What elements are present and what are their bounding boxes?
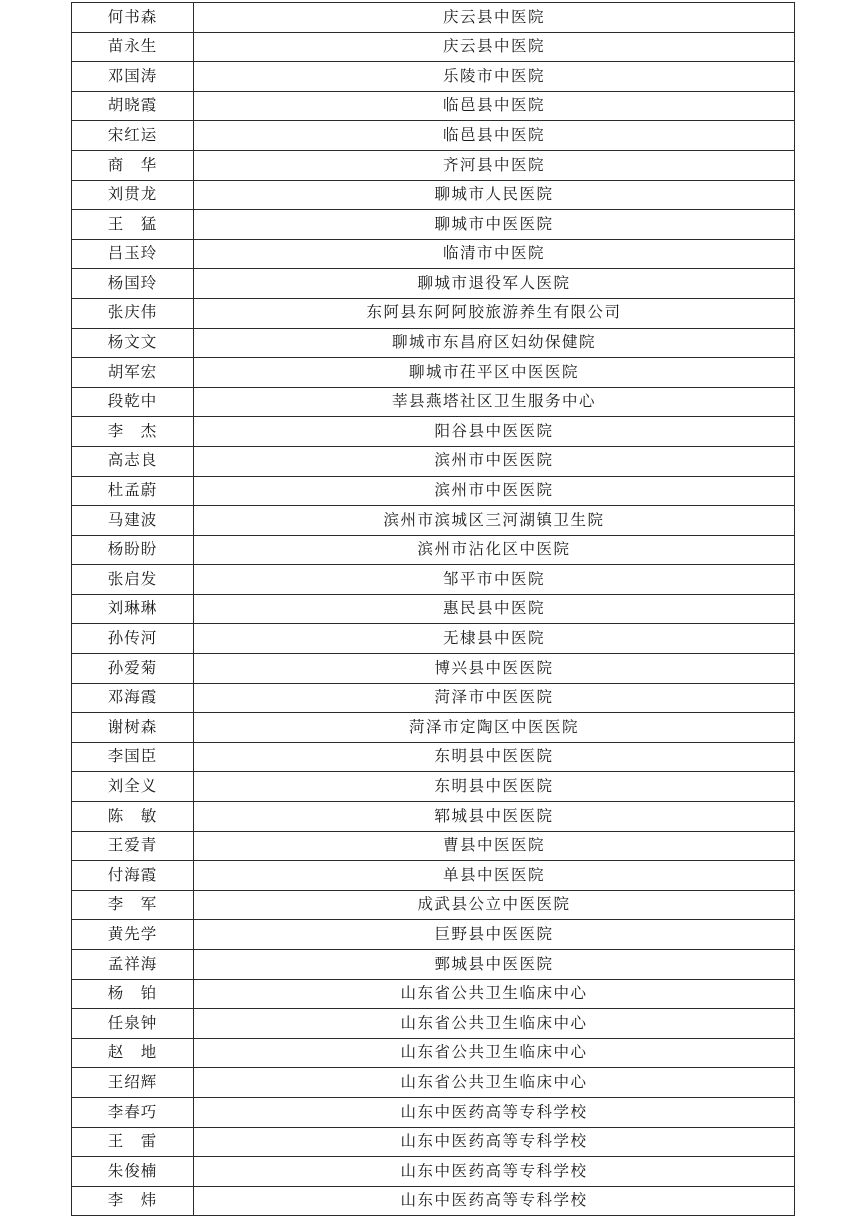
unit-cell: 东阿县东阿阿胶旅游养生有限公司 — [194, 298, 795, 328]
unit-cell: 临邑县中医院 — [194, 91, 795, 121]
name-cell: 王绍辉 — [72, 1068, 194, 1098]
name-cell: 杨盼盼 — [72, 535, 194, 565]
name-cell: 邓海霞 — [72, 683, 194, 713]
name-cell: 杨 铂 — [72, 979, 194, 1009]
name-cell: 高志良 — [72, 446, 194, 476]
name-cell: 李 杰 — [72, 417, 194, 447]
name-cell: 杨文文 — [72, 328, 194, 358]
table-row — [72, 328, 795, 358]
table-row — [72, 3, 795, 33]
table-row — [72, 417, 795, 447]
unit-cell: 东明县中医医院 — [194, 742, 795, 772]
table-row — [72, 121, 795, 151]
table-row — [72, 594, 795, 624]
table-row — [72, 239, 795, 269]
name-cell: 朱俊楠 — [72, 1157, 194, 1187]
table-row — [72, 742, 795, 772]
unit-cell: 巨野县中医医院 — [194, 920, 795, 950]
unit-cell: 山东省公共卫生临床中心 — [194, 1038, 795, 1068]
name-cell: 王 猛 — [72, 210, 194, 240]
personnel-table-body — [72, 3, 795, 1216]
name-cell: 王 雷 — [72, 1127, 194, 1157]
name-cell: 杜孟蔚 — [72, 476, 194, 506]
table-row — [72, 358, 795, 388]
table-row — [72, 654, 795, 684]
unit-cell: 单县中医医院 — [194, 861, 795, 891]
table-row — [72, 802, 795, 832]
name-cell: 李 炜 — [72, 1186, 194, 1216]
unit-cell: 山东省公共卫生临床中心 — [194, 1009, 795, 1039]
name-cell: 段乾中 — [72, 387, 194, 417]
unit-cell: 滨州市沾化区中医院 — [194, 535, 795, 565]
unit-cell: 邹平市中医院 — [194, 565, 795, 595]
name-cell: 任泉钟 — [72, 1009, 194, 1039]
table-row — [72, 269, 795, 299]
unit-cell: 齐河县中医院 — [194, 150, 795, 180]
unit-cell: 惠民县中医院 — [194, 594, 795, 624]
name-cell: 孙传河 — [72, 624, 194, 654]
unit-cell: 菏泽市定陶区中医医院 — [194, 713, 795, 743]
table-row — [72, 1157, 795, 1187]
unit-cell: 山东中医药高等专科学校 — [194, 1097, 795, 1127]
unit-cell: 东明县中医医院 — [194, 772, 795, 802]
unit-cell: 菏泽市中医医院 — [194, 683, 795, 713]
unit-cell: 滨州市滨城区三河湖镇卫生院 — [194, 506, 795, 536]
table-row — [72, 1097, 795, 1127]
unit-cell: 聊城市退役军人医院 — [194, 269, 795, 299]
table-row — [72, 32, 795, 62]
table-row — [72, 1038, 795, 1068]
name-cell: 孙爱菊 — [72, 654, 194, 684]
name-cell: 马建波 — [72, 506, 194, 536]
table-row — [72, 950, 795, 980]
name-cell: 胡军宏 — [72, 358, 194, 388]
name-cell: 邓国涛 — [72, 62, 194, 92]
name-cell: 孟祥海 — [72, 950, 194, 980]
unit-cell: 曹县中医医院 — [194, 831, 795, 861]
unit-cell: 阳谷县中医医院 — [194, 417, 795, 447]
name-cell: 杨国玲 — [72, 269, 194, 299]
name-cell: 李国臣 — [72, 742, 194, 772]
unit-cell: 临邑县中医院 — [194, 121, 795, 151]
table-row — [72, 387, 795, 417]
table-row — [72, 150, 795, 180]
table-row — [72, 565, 795, 595]
table-row — [72, 62, 795, 92]
table-row — [72, 180, 795, 210]
name-cell: 陈 敏 — [72, 802, 194, 832]
name-cell: 付海霞 — [72, 861, 194, 891]
table-row — [72, 890, 795, 920]
table-row — [72, 683, 795, 713]
table-row — [72, 1068, 795, 1098]
name-cell: 李 军 — [72, 890, 194, 920]
unit-cell: 临清市中医院 — [194, 239, 795, 269]
unit-cell: 山东中医药高等专科学校 — [194, 1127, 795, 1157]
unit-cell: 聊城市人民医院 — [194, 180, 795, 210]
name-cell: 刘琳琳 — [72, 594, 194, 624]
table-row — [72, 446, 795, 476]
table-row — [72, 772, 795, 802]
name-cell: 张启发 — [72, 565, 194, 595]
unit-cell: 山东中医药高等专科学校 — [194, 1186, 795, 1216]
table-row — [72, 979, 795, 1009]
table-row — [72, 535, 795, 565]
name-cell: 商 华 — [72, 150, 194, 180]
table-row — [72, 210, 795, 240]
name-cell: 李春巧 — [72, 1097, 194, 1127]
table-row — [72, 91, 795, 121]
table-row — [72, 476, 795, 506]
personnel-table — [71, 2, 795, 1216]
table-row — [72, 831, 795, 861]
name-cell: 黄先学 — [72, 920, 194, 950]
table-row — [72, 861, 795, 891]
unit-cell: 山东省公共卫生临床中心 — [194, 979, 795, 1009]
unit-cell: 莘县燕塔社区卫生服务中心 — [194, 387, 795, 417]
name-cell: 宋红运 — [72, 121, 194, 151]
unit-cell: 聊城市茌平区中医医院 — [194, 358, 795, 388]
unit-cell: 滨州市中医医院 — [194, 446, 795, 476]
name-cell: 刘贯龙 — [72, 180, 194, 210]
unit-cell: 无棣县中医院 — [194, 624, 795, 654]
table-row — [72, 624, 795, 654]
name-cell: 谢树森 — [72, 713, 194, 743]
name-cell: 胡晓霞 — [72, 91, 194, 121]
name-cell: 吕玉玲 — [72, 239, 194, 269]
unit-cell: 庆云县中医院 — [194, 3, 795, 33]
unit-cell: 聊城市中医医院 — [194, 210, 795, 240]
unit-cell: 山东中医药高等专科学校 — [194, 1157, 795, 1187]
unit-cell: 庆云县中医院 — [194, 32, 795, 62]
table-row — [72, 1009, 795, 1039]
unit-cell: 鄄城县中医医院 — [194, 950, 795, 980]
unit-cell: 山东省公共卫生临床中心 — [194, 1068, 795, 1098]
name-cell: 何书森 — [72, 3, 194, 33]
unit-cell: 博兴县中医医院 — [194, 654, 795, 684]
unit-cell: 聊城市东昌府区妇幼保健院 — [194, 328, 795, 358]
table-row — [72, 920, 795, 950]
unit-cell: 郓城县中医医院 — [194, 802, 795, 832]
name-cell: 张庆伟 — [72, 298, 194, 328]
unit-cell: 成武县公立中医医院 — [194, 890, 795, 920]
table-row — [72, 1127, 795, 1157]
table-row — [72, 506, 795, 536]
name-cell: 赵 地 — [72, 1038, 194, 1068]
unit-cell: 乐陵市中医院 — [194, 62, 795, 92]
name-cell: 王爱青 — [72, 831, 194, 861]
name-cell: 刘全义 — [72, 772, 194, 802]
table-row — [72, 1186, 795, 1216]
table-row — [72, 713, 795, 743]
unit-cell: 滨州市中医医院 — [194, 476, 795, 506]
table-row — [72, 298, 795, 328]
name-cell: 苗永生 — [72, 32, 194, 62]
